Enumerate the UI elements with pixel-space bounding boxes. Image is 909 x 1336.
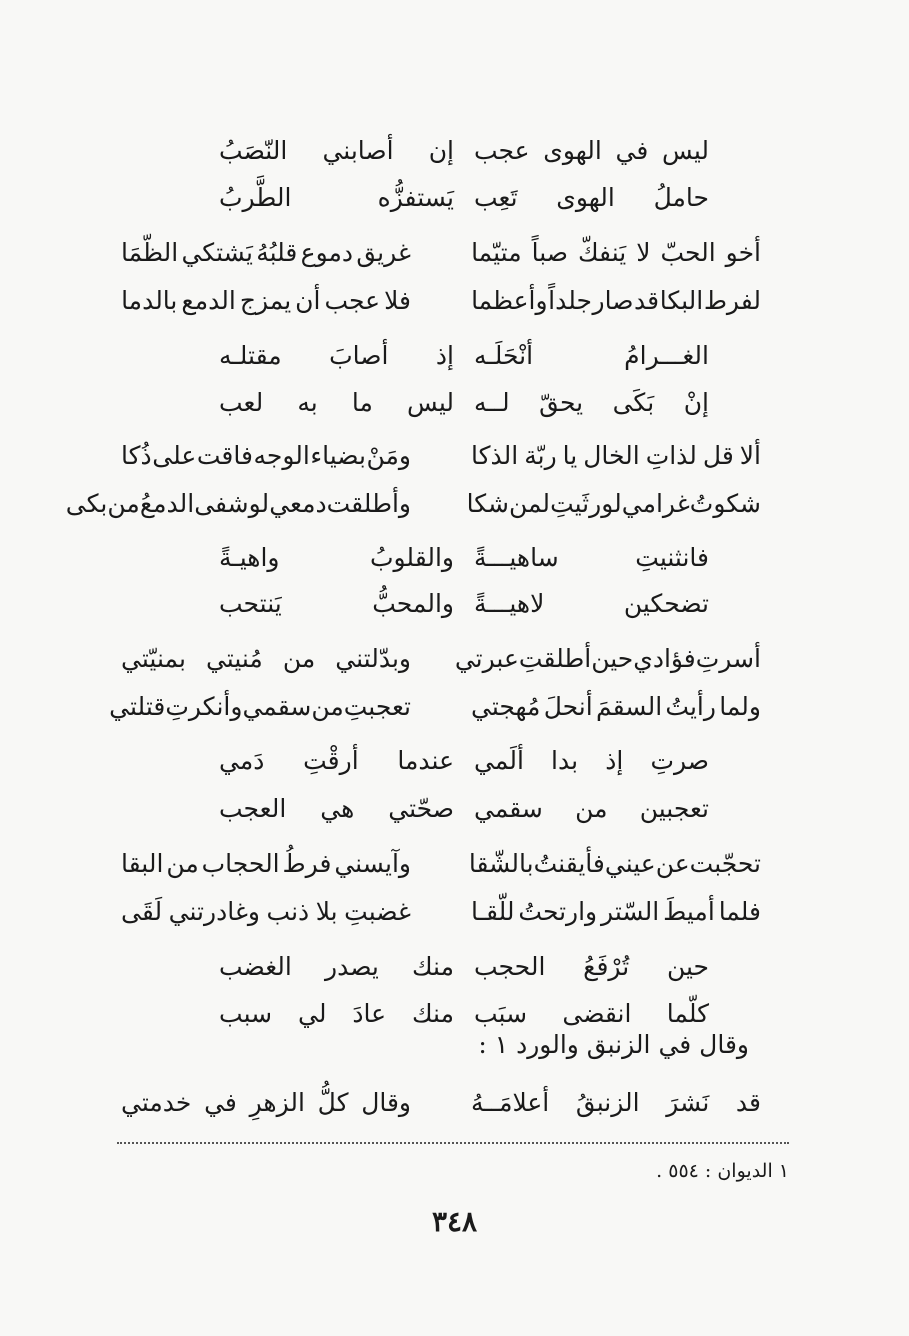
verse-line: [121, 1082, 761, 1122]
verse-word: تحجّبت: [689, 848, 761, 878]
verse-word: مُنيتي: [205, 643, 263, 673]
hemistich-left: [121, 238, 411, 267]
verse-word: أخو: [725, 237, 761, 267]
verse-word: صحّتي: [388, 793, 454, 823]
verse-line: [121, 280, 761, 320]
verse-word: ليس: [406, 387, 454, 417]
verse-line: [219, 177, 709, 217]
verse-word: دَمي: [219, 745, 265, 775]
verse-word: كلّما: [666, 998, 709, 1028]
verse-word: على: [152, 440, 197, 470]
verse-word: شكا: [466, 488, 509, 518]
verse-word: لذاتِ: [645, 440, 697, 470]
verse-word: كلُّ: [317, 1087, 349, 1117]
verse-word: واهيـةً: [219, 542, 280, 572]
verse-word: لعب: [219, 387, 264, 417]
verse-word: الهوى: [543, 135, 602, 165]
verse-line: [219, 788, 709, 828]
verse-word: وأطلقت: [326, 488, 411, 518]
verse-word: الحجب: [474, 951, 546, 981]
verse-word: حين: [591, 643, 634, 673]
hemistich-left: [121, 849, 411, 878]
hemistich-left: [121, 897, 411, 926]
verse-word: قد: [735, 1087, 761, 1117]
hemistich-right: [474, 589, 709, 618]
verse-word: من: [311, 691, 344, 721]
verse-line: [219, 993, 709, 1033]
verse-line: [121, 435, 761, 475]
verse-word: بدا: [551, 745, 579, 775]
verse-word: غريق: [356, 237, 411, 267]
verse-word: رأيتُ: [665, 691, 716, 721]
verse-word: مقتلـه: [219, 340, 282, 370]
hemistich-left: [121, 441, 411, 470]
verse-word: شفى: [194, 488, 249, 518]
hemistich-right: [474, 543, 709, 572]
verse-word: به: [297, 387, 318, 417]
verse-word: منك: [411, 998, 454, 1028]
verse-word: السّتر: [601, 896, 660, 926]
verse-word: سقمي: [242, 691, 312, 721]
verse-word: بكى: [65, 488, 108, 518]
hemistich-left: [219, 952, 454, 981]
verse-word: تضحكين: [623, 588, 709, 618]
verse-word: يَنتحب: [219, 588, 282, 618]
verse-word: وارتحتُ: [518, 896, 598, 926]
verse-word: لي: [298, 998, 327, 1028]
verse-word: يَستفزُّه: [377, 182, 454, 212]
verse-line: [121, 232, 761, 272]
verse-line: [219, 382, 709, 422]
verse-word: البقا: [121, 848, 164, 878]
verse-word: أنْحَلَـه: [474, 340, 534, 370]
verse-word: دموع: [300, 237, 354, 267]
hemistich-right: [471, 897, 761, 926]
verse-word: فلما: [718, 896, 761, 926]
verse-word: ألا: [739, 440, 761, 470]
verse-line: [121, 891, 761, 931]
footnote: ١ الديوان : ٥٥٤ .: [656, 1160, 789, 1182]
verse-word: قتلتي: [109, 691, 166, 721]
verse-line: [219, 946, 709, 986]
verse-word: من: [166, 848, 199, 878]
verse-word: لفرط: [703, 285, 761, 315]
verse-line: [109, 686, 761, 726]
hemistich-left: [121, 644, 411, 673]
verse-line: [219, 740, 709, 780]
verse-word: والمحبُّ: [372, 588, 454, 618]
verse-line: [219, 130, 709, 170]
verse-line: [219, 335, 709, 375]
hemistich-right: [454, 643, 761, 673]
verse-word: أصابني: [322, 135, 394, 165]
verse-word: تُرْفَعُ: [583, 951, 630, 981]
verse-word: إذ: [435, 340, 454, 370]
verse-word: الخال: [583, 440, 640, 470]
verse-word: عندما: [397, 745, 454, 775]
verse-word: حاملُ: [653, 182, 709, 212]
verse-word: وغادرتني: [168, 896, 260, 926]
verse-word: خدمتي: [121, 1087, 192, 1117]
hemistich-left: [109, 691, 411, 721]
verse-word: ذُكا: [121, 440, 152, 470]
hemistich-left: [219, 183, 454, 212]
verse-word: إن: [428, 135, 454, 165]
hemistich-right: [471, 692, 761, 721]
verse-word: ذنب: [266, 896, 310, 926]
verse-word: بضياء: [310, 440, 366, 470]
hemistich-right: [471, 238, 761, 267]
verse-word: الظّمَا: [121, 237, 179, 267]
verse-word: الغـــرامُ: [624, 340, 709, 370]
hemistich-right: [474, 136, 709, 165]
verse-line: [121, 843, 761, 883]
verse-word: بالدما: [121, 285, 178, 315]
verse-word: لو: [601, 488, 622, 518]
verse-word: يَنفكّ: [577, 237, 627, 267]
verse-word: أصابَ: [329, 340, 389, 370]
verse-line: [219, 583, 709, 623]
hemistich-right: [474, 952, 709, 981]
verse-word: أميطَ: [663, 896, 715, 926]
verse-word: مُهجتي: [471, 691, 541, 721]
verse-word: العجب: [219, 793, 287, 823]
verse-word: يمزج: [239, 285, 292, 315]
verse-word: إذ: [605, 745, 624, 775]
verse-word: تعجبتِ: [343, 691, 411, 721]
verse-word: غضبتِ: [344, 896, 411, 926]
hemistich-left: [219, 746, 454, 775]
hemistich-right: [471, 286, 761, 315]
verse-word: النّصَبُ: [219, 135, 288, 165]
verse-word: يَشتكي: [181, 237, 253, 267]
verse-word: شكوتُ: [689, 488, 761, 518]
verse-word: قلبُهُ: [256, 237, 298, 267]
hemistich-left: [65, 488, 411, 518]
verse-word: الطَّربُ: [219, 182, 292, 212]
verse-word: ربّة: [524, 440, 557, 470]
verse-word: الذكا: [471, 440, 519, 470]
verse-word: الوجه: [253, 440, 310, 470]
footnote-separator: [117, 1142, 789, 1144]
verse-word: من: [575, 793, 608, 823]
verse-word: ساهيـــةً: [474, 542, 559, 572]
verse-word: قد: [634, 285, 660, 315]
hemistich-left: [219, 341, 454, 370]
hemistich-left: [121, 286, 411, 315]
hemistich-right: [474, 388, 709, 417]
poem-intro: وقال في الزنبق والورد ١ :: [478, 1030, 749, 1059]
verse-word: فلا: [384, 285, 411, 315]
verse-word: سبب: [219, 998, 273, 1028]
verse-word: والقلوبُ: [369, 542, 454, 572]
verse-word: عبرتي: [454, 643, 519, 673]
hemistich-right: [474, 183, 709, 212]
verse-word: بَكَى: [612, 387, 655, 417]
verse-line: [121, 638, 761, 678]
hemistich-left: [219, 543, 454, 572]
verse-word: صباً: [531, 237, 568, 267]
verse-word: تَعِب: [474, 182, 518, 212]
verse-word: الزنبقُ: [575, 1087, 640, 1117]
verse-word: نَشرَ: [666, 1087, 710, 1117]
verse-word: الحبّ: [660, 237, 716, 267]
verse-word: لَقَى: [121, 896, 163, 926]
verse-word: الغضب: [219, 951, 292, 981]
verse-word: أرقْتِ: [303, 745, 359, 775]
verse-word: ولما: [719, 691, 761, 721]
hemistich-right: [474, 794, 709, 823]
verse-word: وأعظما: [471, 285, 548, 315]
verse-word: غرامي: [621, 488, 690, 518]
verse-word: يا: [562, 440, 578, 470]
verse-word: صار: [592, 285, 634, 315]
verse-word: أنحلَ: [543, 691, 593, 721]
verse-word: الحجاب: [201, 848, 280, 878]
verse-word: إنْ: [683, 387, 709, 417]
verse-word: الدمع: [181, 285, 236, 315]
verse-word: بلا: [315, 896, 338, 926]
verse-word: قل: [702, 440, 734, 470]
verse-word: أطلقتِ: [518, 643, 592, 673]
hemistich-right: [474, 999, 709, 1028]
verse-word: بالشّقا: [468, 848, 534, 878]
hemistich-left: [219, 589, 454, 618]
verse-word: منك: [411, 951, 454, 981]
verse-word: عجب: [324, 285, 381, 315]
verse-word: ألَمي: [474, 745, 524, 775]
verse-word: الدمعُ: [139, 488, 195, 518]
hemistich-left: [219, 388, 454, 417]
verse-word: انقضى: [562, 998, 632, 1028]
hemistich-right: [468, 848, 761, 878]
verse-word: أسرتِ: [695, 643, 761, 673]
verse-word: فانثنيتِ: [635, 542, 709, 572]
verse-word: أن: [295, 285, 321, 315]
verse-word: متيّما: [471, 237, 522, 267]
verse-word: دمعي: [269, 488, 327, 518]
verse-word: تعجبين: [639, 793, 709, 823]
verse-word: من: [282, 643, 316, 673]
verse-word: رثَيتِ: [550, 488, 602, 518]
verse-word: لو: [248, 488, 270, 518]
verse-word: ليس: [661, 135, 709, 165]
verse-word: هي: [320, 793, 355, 823]
hemistich-right: [466, 488, 761, 518]
hemistich-left: [219, 999, 454, 1028]
verse-line: [219, 537, 709, 577]
verse-word: عادَ: [352, 998, 387, 1028]
hemistich-right: [474, 746, 709, 775]
verse-word: لــه: [474, 387, 510, 417]
verse-word: السقمَ: [595, 691, 663, 721]
verse-word: عجب: [474, 135, 530, 165]
verse-word: عيني: [604, 848, 656, 878]
hemistich-left: [121, 1088, 411, 1117]
hemistich-left: [219, 136, 454, 165]
verse-word: حين: [666, 951, 709, 981]
verse-word: البكا: [659, 285, 704, 315]
hemistich-left: [219, 794, 454, 823]
verse-word: سبَب: [474, 998, 528, 1028]
verse-word: من: [107, 488, 140, 518]
verse-line: [65, 483, 761, 523]
verse-word: ومَنْ: [366, 440, 411, 470]
verse-word: يحقّ: [539, 387, 584, 417]
verse-word: جلداً: [548, 285, 592, 315]
verse-word: وقال: [361, 1087, 411, 1117]
verse-word: يصدر: [325, 951, 379, 981]
verse-word: لمن: [508, 488, 551, 518]
verse-word: أعلامَــهُ: [471, 1087, 550, 1117]
verse-word: فرطُ: [282, 848, 332, 878]
verse-word: وآيسني: [334, 848, 411, 878]
hemistich-right: [471, 441, 761, 470]
verse-word: في: [615, 135, 649, 165]
verse-word: عن: [655, 848, 690, 878]
verse-word: فؤادي: [633, 643, 696, 673]
verse-word: لا: [636, 237, 651, 267]
verse-word: للّقـا: [471, 896, 515, 926]
verse-word: صرتِ: [650, 745, 709, 775]
verse-word: ما: [351, 387, 373, 417]
verse-word: وبدّلتني: [335, 643, 411, 673]
verse-word: سقمي: [474, 793, 543, 823]
page-number: ٣٤٨: [431, 1205, 478, 1238]
hemistich-right: [471, 1088, 761, 1117]
hemistich-right: [474, 341, 709, 370]
verse-word: بمنيّتي: [121, 643, 186, 673]
verse-word: وأنكرتِ: [165, 691, 243, 721]
verse-word: الهوى: [556, 182, 615, 212]
verse-word: في: [204, 1087, 237, 1117]
verse-word: فاقت: [196, 440, 253, 470]
verse-word: الزهرِ: [249, 1087, 305, 1117]
verse-word: لاهيـــةً: [474, 588, 545, 618]
verse-word: فأيقنتُ: [533, 848, 605, 878]
